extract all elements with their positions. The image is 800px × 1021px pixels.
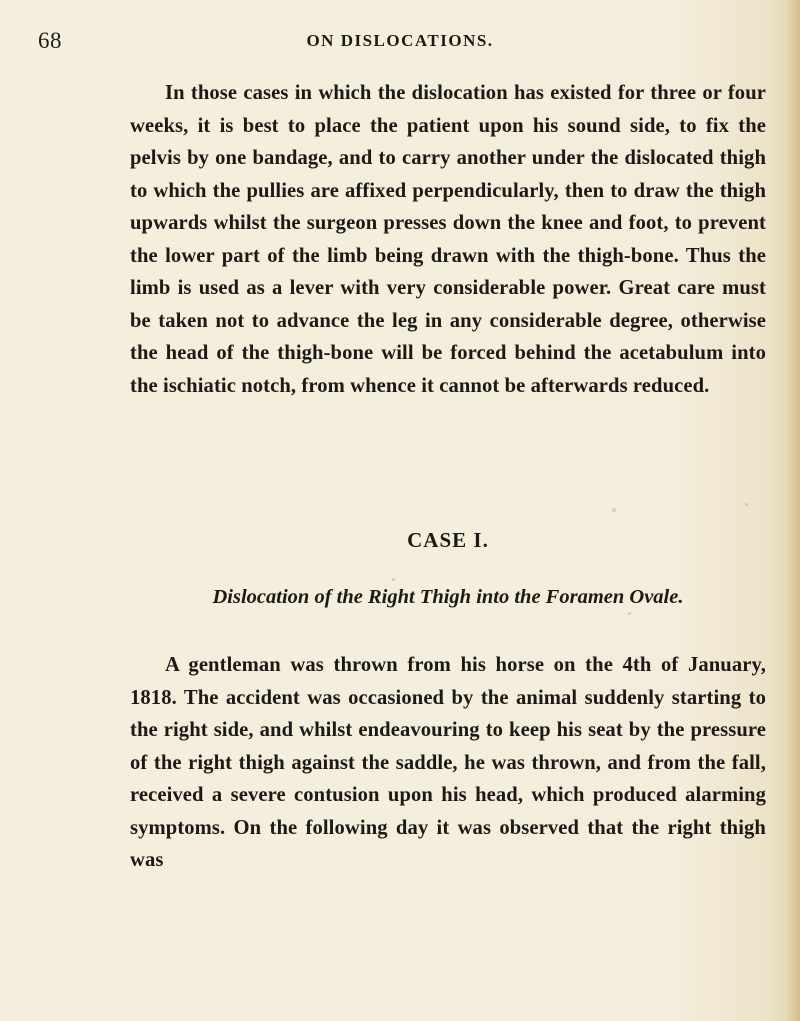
- paper-speck: [612, 508, 616, 512]
- paper-speck: [392, 578, 395, 581]
- paragraph-2: A gentleman was thrown from his horse on the 4th of January, 1818. The accident was occasioned by the animal suddenly starting to the right side, and whilst endeavouring to keep his seat by the pressure of the right thigh against the saddle, he was thrown, and from the fall, received a severe contusion upon his head, which produced alarming symptoms. On the following day it was observed that the right thigh was: [130, 654, 766, 871]
- case-heading: CASE I.: [407, 528, 489, 552]
- case-subtitle: Dislocation of the Right Thigh into the Foramen Ovale.: [212, 586, 684, 608]
- page-edge-shadow: [786, 0, 800, 1021]
- running-title: [0, 31, 800, 51]
- paper-speck: [628, 612, 631, 615]
- page-number: 68: [38, 28, 62, 53]
- running-title-text: ON DISLOCATIONS.: [306, 31, 494, 50]
- running-head: [0, 28, 800, 58]
- paragraph-1: In those cases in which the dislocation has existed for three or four weeks, it is best to place the patient upon his sound side, to fix the pelvis by one bandage, and to carry another under the dislocated thigh to which the pullies are affixed perpendicularly, then to draw the thigh upwards whilst the surgeon presses down the knee and foot, to prevent the lower part of the limb being drawn with the thigh-bone. Thus the limb is used as a lever with very considerable power. Great care must be taken not to advance the leg in any considerable degree, otherwise the head of the thigh-bone will be forced behind the acetabulum into the ischiatic notch, from whence it cannot be afterwards reduced.: [130, 82, 766, 397]
- paper-speck: [745, 503, 748, 506]
